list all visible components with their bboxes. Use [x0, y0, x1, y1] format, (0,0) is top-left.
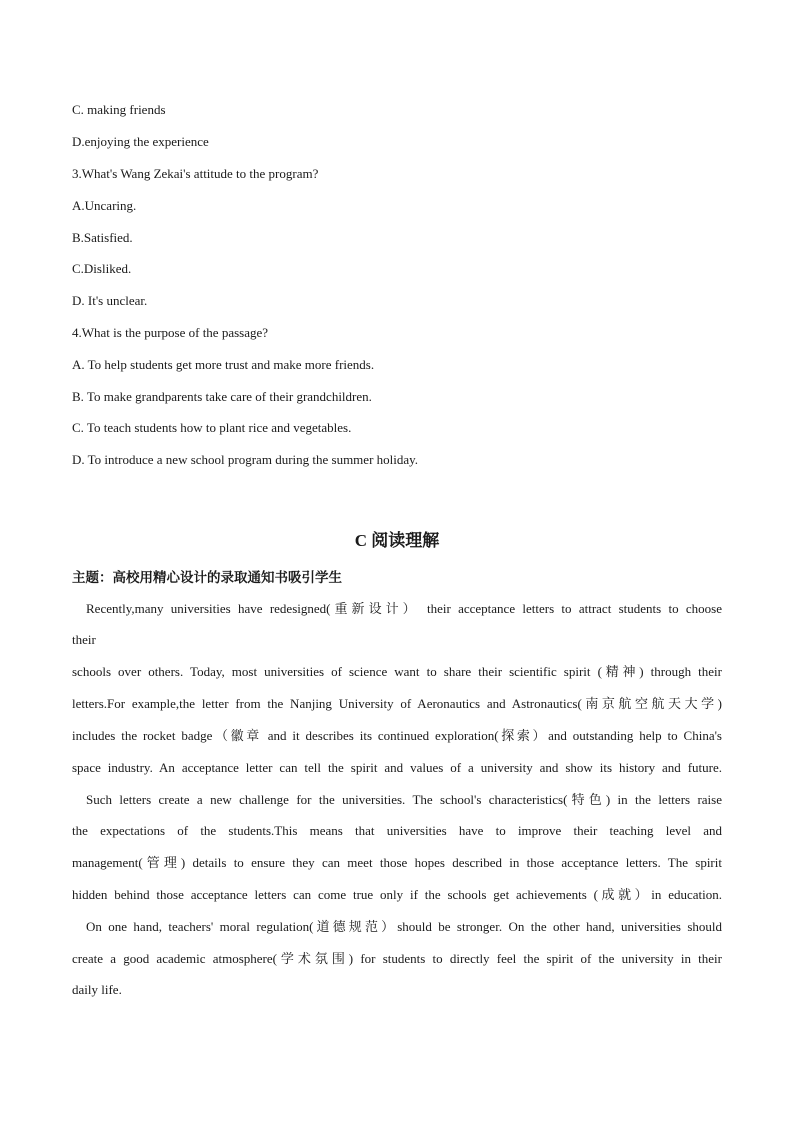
q4-option-b: B. To make grandparents take care of their grandchildren.: [72, 389, 372, 404]
passage-line: management(管理) details to ensure they can meet those hopes described in those acceptance letters. The spirit: [72, 855, 722, 870]
section-topic: 主题：高校用精心设计的录取通知书吸引学生: [72, 570, 342, 586]
q2-option-d: D.enjoying the experience: [72, 134, 209, 149]
q3-option-b: B.Satisfied.: [72, 230, 133, 245]
passage-line: create a good academic atmosphere(学术氛围) for students to directly feel the spirit of the university in their: [72, 951, 722, 966]
passage-line: the expectations of the students.This means that universities have to improve their teaching level and: [72, 823, 722, 838]
q4-option-a: A. To help students get more trust and make more friends.: [72, 357, 375, 372]
passage-line: includes the rocket badge（徽章 and it describes its continued exploration(探索）and outstanding help to China's: [72, 728, 722, 743]
q3-option-c: C.Disliked.: [72, 261, 132, 276]
q3-stem: 3.What's Wang Zekai's attitude to the program?: [72, 166, 319, 181]
q3-option-d: D. It's unclear.: [72, 293, 148, 308]
passage-line: Recently,many universities have redesigned(重新设计） their acceptance letters to attract students to choose: [86, 601, 722, 616]
q4-option-c: C. To teach students how to plant rice and vegetables.: [72, 420, 352, 435]
passage-line: Such letters create a new challenge for the universities. The school's characteristics(特色) in the letters raise: [86, 792, 722, 807]
passage-line: On one hand, teachers' moral regulation(道德规范）should be stronger. On the other hand, universities should: [86, 919, 722, 934]
passage-line: letters.For example,the letter from the Nanjing University of Aeronautics and Astronautics(南京航空航天大学): [72, 696, 722, 711]
passage-line: space industry. An acceptance letter can tell the spirit and values of a university and show its history and future.: [72, 760, 722, 775]
q2-option-c: C. making friends: [72, 102, 166, 117]
q3-option-a: A.Uncaring.: [72, 198, 137, 213]
section-title: C 阅读理解: [354, 531, 440, 550]
q4-stem: 4.What is the purpose of the passage?: [72, 325, 269, 340]
q4-option-d: D. To introduce a new school program during the summer holiday.: [72, 452, 419, 467]
passage-line: daily life.: [72, 982, 122, 997]
passage-line: schools over others. Today, most universities of science want to share their scientific spirit (精神) through their: [72, 664, 722, 679]
passage-line: hidden behind those acceptance letters can come true only if the schools get achievements (成就）in education.: [72, 887, 722, 902]
passage-line: their: [72, 632, 96, 647]
